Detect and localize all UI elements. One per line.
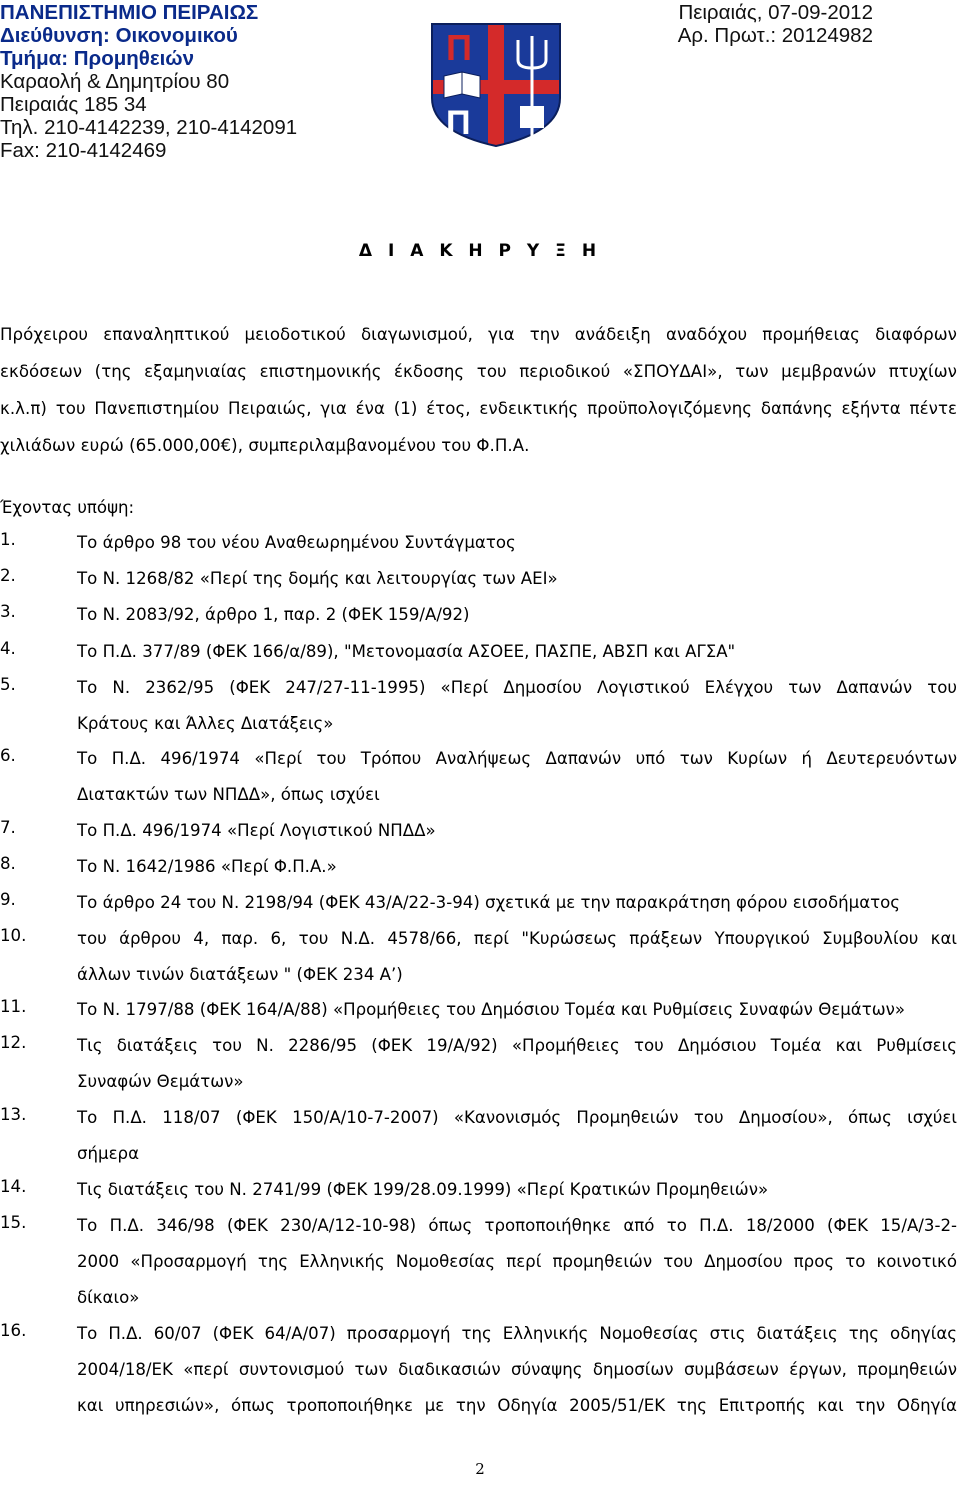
list-item-number: 14. <box>0 1177 27 1196</box>
list-item-text <box>77 675 957 747</box>
list-item-line: 2000 «Προσαρμογή της Ελληνικής Νομοθεσίας περί προμηθειών του Δημοσίου προς το κοινοτικό <box>77 1252 957 1271</box>
list-item-line: Το Π.Δ. 60/07 (ΦΕΚ 64/Α/07) προσαρμογή της Ελληνικής Νομοθεσίας στις διατάξεις της οδηγίας <box>77 1324 957 1343</box>
paragraph-line: χιλιάδων ευρώ (65.000,00€), συμπεριλαμβανομένου του Φ.Π.Α. <box>0 436 530 455</box>
list-item-text <box>77 890 957 926</box>
list-item-line: δίκαιο» <box>77 1288 140 1307</box>
list-item-text <box>77 1321 957 1429</box>
list-item-line: Το Ν. 1268/82 «Περί της δομής και λειτουργίας των ΑΕΙ» <box>77 569 558 588</box>
tower-icon <box>520 106 544 128</box>
list-item-text <box>77 854 957 890</box>
department: Τμήμα: Προμηθειών <box>0 47 195 70</box>
list-item-text <box>77 1177 957 1213</box>
list-item-line: σήμερα <box>77 1144 140 1163</box>
list-item-line: Το άρθρο 24 του Ν. 2198/94 (ΦΕΚ 43/Α/22-3-94) σχετικά με την παρακράτηση φόρου εισοδήματος <box>77 893 901 912</box>
list-item-number: 16. <box>0 1321 27 1340</box>
fax: Fax: 210-4142469 <box>0 139 167 162</box>
list-item-line: Το Ν. 1642/1986 «Περί Φ.Π.Α.» <box>77 857 337 876</box>
list-item-line: Το Π.Δ. 346/98 (ΦΕΚ 230/Α/12-10-98) όπως τροποποιήθηκε από το Π.Δ. 18/2000 (ΦΕΚ 15/Α/3-2- <box>77 1216 957 1235</box>
list-item-number: 1. <box>0 530 16 549</box>
list-item-number: 12. <box>0 1033 27 1052</box>
list-item-line: Το Π.Δ. 377/89 (ΦΕΚ 166/α/89), "Μετονομασία ΑΣΟΕΕ, ΠΑΣΠΕ, ΑΒΣΠ και ΑΓΣΑ" <box>77 642 736 661</box>
list-item-number: 5. <box>0 675 16 694</box>
list-item-number: 11. <box>0 997 27 1016</box>
considering-heading: Έχοντας υπόψη: <box>0 498 135 517</box>
list-item-line: Το Ν. 1797/88 (ΦΕΚ 164/Α/88) «Προμήθειες του Δημόσιου Τομέα και Ρυθμίσεις Συναφών Θεμάτων» <box>77 1000 906 1019</box>
list-item-text <box>77 1105 957 1177</box>
book-icon <box>444 72 480 98</box>
list-item-number: 8. <box>0 854 16 873</box>
list-item-number: 15. <box>0 1213 27 1232</box>
list-item-text <box>77 1033 957 1105</box>
institution-name: ΠΑΝΕΠΙΣΤΗΜΙΟ ΠΕΙΡΑΙΩΣ <box>0 1 259 24</box>
list-item-number: 9. <box>0 890 16 909</box>
list-item-text <box>77 997 957 1033</box>
list-item-line: Κράτους και Άλλες Διατάξεις» <box>77 714 334 733</box>
document-title: Δ Ι Α Κ Η Ρ Υ Ξ Η <box>358 241 602 261</box>
phone: Τηλ. 210-4142239, 210-4142091 <box>0 116 298 139</box>
date-protocol-block <box>678 1 873 47</box>
list-item-text <box>77 639 957 675</box>
directorate: Διεύθυνση: Οικονομικού <box>0 24 238 47</box>
sender-block <box>0 1 297 162</box>
list-item-line: Το Π.Δ. 118/07 (ΦΕΚ 150/Α/10-7-2007) «Κανονισμός Προμηθειών του Δημοσίου», όπως ισχύει <box>77 1108 957 1127</box>
list-item-line: Τις διατάξεις του Ν. 2286/95 (ΦΕΚ 19/Α/92) «Προμήθειες του Δημόσιου Τομέα και Ρυθμίσεις <box>77 1036 957 1055</box>
list-item-line: Το Π.Δ. 496/1974 «Περί Λογιστικού ΝΠΔΔ» <box>77 821 436 840</box>
page-number: 2 <box>475 1460 485 1478</box>
list-item-line: Το άρθρο 98 του νέου Αναθεωρημένου Συντάγματος <box>77 533 516 552</box>
list-item-line: Το Π.Δ. 496/1974 «Περί του Τρόπου Αναλήψεως Δαπανών υπό των Κυρίων ή Δευτερευόντων <box>77 749 957 768</box>
list-item-text <box>77 746 957 818</box>
university-shield-logo <box>428 20 564 150</box>
list-item-line: Τις διατάξεις του Ν. 2741/99 (ΦΕΚ 199/28.09.1999) «Περί Κρατικών Προμηθειών» <box>77 1180 769 1199</box>
list-item-text <box>77 530 957 566</box>
paragraph-line: κ.λ.π) του Πανεπιστημίου Πειραιώς, για ένα (1) έτος, ενδεικτικής προϋπολογιζόμενης δαπάνης εξήντα πέντε <box>0 399 957 418</box>
list-item-line: Το Ν. 2362/95 (ΦΕΚ 247/27-11-1995) «Περί Δημοσίου Λογιστικού Ελέγχου των Δαπανών του <box>77 678 957 697</box>
shield-letter-top: Π <box>446 27 472 68</box>
list-item-line: Συναφών Θεμάτων» <box>77 1072 244 1091</box>
list-item-line: άλλων τινών διατάξεων " (ΦΕΚ 234 Α’) <box>77 965 403 984</box>
list-item-line: και υπηρεσιών», όπως τροποποιήθηκε με την Οδηγία 2005/51/ΕΚ της Επιτροπής και την Οδηγία <box>77 1396 957 1415</box>
list-item-line: του άρθρου 4, παρ. 6, του Ν.Δ. 4578/66, περί "Κυρώσεως πράξεων Υπουργικού Συμβουλίου και <box>77 929 957 948</box>
protocol-number: Αρ. Πρωτ.: 20124982 <box>677 24 873 47</box>
list-item-line: Διατακτών των ΝΠΔΔ», όπως ισχύει <box>77 785 380 804</box>
paragraph-line: Πρόχειρου επαναληπτικού μειοδοτικού διαγωνισμού, για την ανάδειξη αναδόχου προμήθειας διαφόρων <box>0 325 957 344</box>
list-item-number: 4. <box>0 639 16 658</box>
announcement-paragraph <box>0 316 957 464</box>
list-item-number: 2. <box>0 566 16 585</box>
list-item-number: 7. <box>0 818 16 837</box>
list-item-text <box>77 602 957 638</box>
address-street: Καραολή & Δημητρίου 80 <box>0 70 230 93</box>
list-item-text <box>77 926 957 998</box>
list-item-number: 6. <box>0 746 16 765</box>
list-item-text <box>77 1213 957 1321</box>
list-item-line: 2004/18/ΕΚ «περί συντονισμού των διαδικασιών σύναψης δημοσίων συμβάσεων έργων, προμηθειών <box>77 1360 957 1379</box>
shield-letter-bottom: Π <box>446 104 471 142</box>
list-item-line: Το Ν. 2083/92, άρθρο 1, παρ. 2 (ΦΕΚ 159/Α/92) <box>77 605 470 624</box>
list-item-text <box>77 566 957 602</box>
list-item-number: 10. <box>0 926 27 945</box>
list-item-number: 13. <box>0 1105 27 1124</box>
paragraph-line: εκδόσεων (της εξαμηνιαίας επιστημονικής έκδοσης του περιοδικού «ΣΠΟΥΔΑΙ», των μεμβρανών πτυχίων <box>0 362 957 381</box>
list-item-text <box>77 818 957 854</box>
document-date: Πειραιάς, 07-09-2012 <box>678 1 873 24</box>
address-city: Πειραιάς 185 34 <box>0 93 147 116</box>
list-item-number: 3. <box>0 602 16 621</box>
